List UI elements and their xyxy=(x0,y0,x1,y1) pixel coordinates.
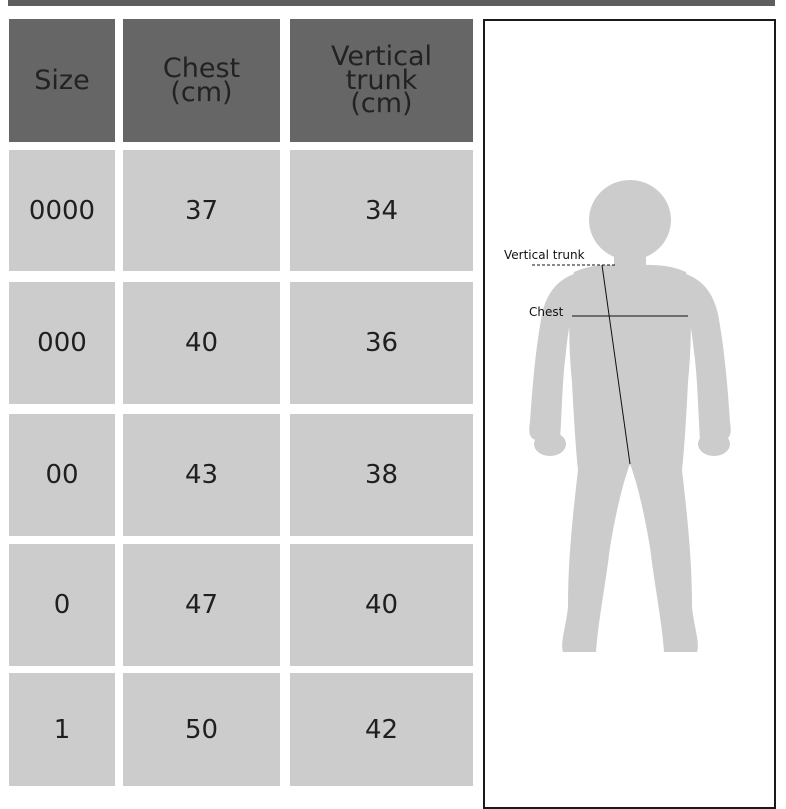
table-cell-size: 000 xyxy=(9,282,115,404)
chest-label: Chest xyxy=(529,305,564,319)
header-chest-unit: (cm) xyxy=(170,76,233,108)
header-trunk-label-2: trunk xyxy=(345,64,418,96)
child-silhouette-illustration xyxy=(485,21,778,791)
header-trunk-unit: (cm) xyxy=(350,88,413,120)
table-cell-trunk: 40 xyxy=(290,544,473,666)
header-trunk-label-1: Vertical xyxy=(330,40,433,72)
table-cell-chest: 43 xyxy=(123,414,280,536)
table-cell-size: 00 xyxy=(9,414,115,536)
table-cell-chest: 37 xyxy=(123,150,280,271)
table-cell-trunk: 34 xyxy=(290,150,473,271)
header-chest xyxy=(123,19,280,142)
table-cell-chest: 47 xyxy=(123,544,280,666)
table-cell-size: 0 xyxy=(9,544,115,666)
table-cell-chest: 40 xyxy=(123,282,280,404)
vertical-trunk-label: Vertical trunk xyxy=(504,248,585,262)
table-cell-trunk: 42 xyxy=(290,673,473,786)
header-size xyxy=(9,19,115,142)
measurement-figure-panel xyxy=(483,19,776,809)
header-chest-label: Chest xyxy=(162,52,241,84)
table-cell-size: 0000 xyxy=(9,150,115,271)
table-cell-size: 1 xyxy=(9,673,115,786)
table-cell-trunk: 36 xyxy=(290,282,473,404)
header-vertical-trunk xyxy=(290,19,473,142)
header-size-label: Size xyxy=(34,64,90,96)
table-cell-trunk: 38 xyxy=(290,414,473,536)
top-divider-bar xyxy=(8,0,775,6)
table-cell-chest: 50 xyxy=(123,673,280,786)
